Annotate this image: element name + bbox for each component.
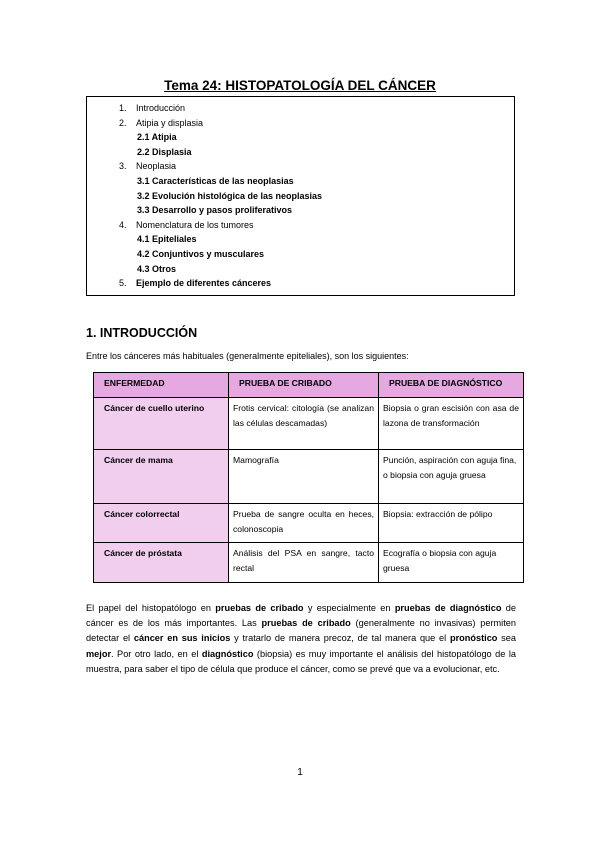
toc-subitem-label: 3.1 Características de las neoplasias (137, 176, 294, 186)
toc-subitem-label: 4.1 Epiteliales (137, 234, 197, 245)
paragraph-text: El papel del histopatólogo en (86, 603, 216, 613)
toc-subitem-label: 4.3 Otros (137, 263, 177, 274)
toc-subitem-label: 2.1 Atipia (137, 132, 177, 143)
toc-subitem-label: 3.3 Desarrollo y pasos proliferativos (137, 205, 293, 216)
toc-item-number: 5. (119, 278, 127, 289)
toc-subitem-label: 4.2 Conjuntivos y musculares (137, 249, 265, 259)
intro-text: Entre los cánceres más habituales (generalmente epiteliales), son los siguientes: (86, 351, 409, 361)
table-of-contents (86, 96, 515, 296)
paragraph-emphasis: cáncer en sus inicios (133, 633, 231, 644)
toc-item-number: 4. (119, 219, 127, 230)
cell-screening: Prueba de sangre oculta en heces, colonoscopia (229, 504, 379, 543)
paragraph-text: . Por otro lado, en el (111, 648, 202, 659)
header-prueba-cribado: PRUEBA DE CRIBADO (229, 373, 379, 398)
cell-diagnosis: Biopsia: extracción de pólipo (379, 504, 524, 543)
paragraph-emphasis: mejor (86, 648, 112, 659)
paragraph-text: (biopsia) es muy importante el análisis del histopatólogo de la muestra, para saber el tipo de célula que produce el cáncer, como se prevé que va a evolucionar, etc. (86, 648, 516, 674)
cell-disease: Cáncer colorrectal (94, 504, 229, 543)
table-row (94, 504, 524, 543)
paragraph-text: y tratarlo de manera precoz, de tal manera que el (230, 633, 450, 644)
toc-subitem-label: 2.2 Displasia (137, 146, 192, 157)
cell-disease: Cáncer de mama (94, 450, 229, 504)
toc-item-label: Ejemplo de diferentes cánceres (136, 278, 272, 289)
toc-item-label: Atipia y displasia (136, 117, 204, 128)
paragraph-emphasis: diagnóstico (201, 648, 254, 659)
body-paragraph (86, 601, 516, 677)
table-header-row (94, 373, 524, 398)
table-row (94, 543, 524, 583)
table-row (94, 398, 524, 450)
cancer-screening-table (93, 372, 524, 583)
paragraph-emphasis: pruebas de cribado (261, 618, 351, 629)
paragraph-emphasis: pruebas de cribado (215, 603, 304, 613)
header-enfermedad: ENFERMEDAD (94, 373, 229, 398)
toc-item-label: Neoplasia (136, 161, 177, 172)
paragraph-text: y especialmente en (303, 603, 395, 613)
header-prueba-diagnostico: PRUEBA DE DIAGNÓSTICO (379, 373, 524, 398)
toc-item-label: Nomenclatura de los tumores (136, 219, 254, 230)
document-title: Tema 24: HISTOPATOLOGÍA DEL CÁNCER (164, 78, 436, 93)
cell-diagnosis: Punción, aspiración con aguja fina, o biopsia con aguja gruesa (379, 450, 524, 504)
cell-diagnosis: Ecografía o biopsia con aguja gruesa (379, 543, 524, 583)
cell-screening: Mamografía (229, 450, 379, 504)
toc-item-number: 1. (119, 103, 127, 113)
table-row (94, 450, 524, 504)
cell-screening: Frotis cervical: citología (se analizan las células descamadas) (229, 398, 379, 450)
paragraph-text: sea (497, 633, 516, 644)
cell-diagnosis: Biopsia o gran escisión con asa de lazona de transformación (379, 398, 524, 450)
toc-subitem-label: 3.2 Evolución histológica de las neoplasias (137, 190, 323, 201)
page-number: 1 (297, 767, 303, 778)
cell-disease: Cáncer de cuello uterino (94, 398, 229, 450)
toc-item-number: 2. (119, 117, 127, 128)
paragraph-text: de cáncer es de los más importantes. Las (86, 603, 516, 629)
section-heading: 1. INTRODUCCIÓN (86, 326, 198, 340)
paragraph-emphasis: pruebas de diagnóstico (394, 603, 502, 613)
toc-item-label: Introducción (136, 103, 186, 113)
cell-screening: Análisis del PSA en sangre, tacto rectal (229, 543, 379, 583)
paragraph-emphasis: pronóstico (449, 633, 498, 644)
cell-disease: Cáncer de próstata (94, 543, 229, 583)
paragraph-text: (generalmente no invasivas) permiten detectar el (86, 618, 516, 644)
toc-item-number: 3. (119, 161, 127, 172)
